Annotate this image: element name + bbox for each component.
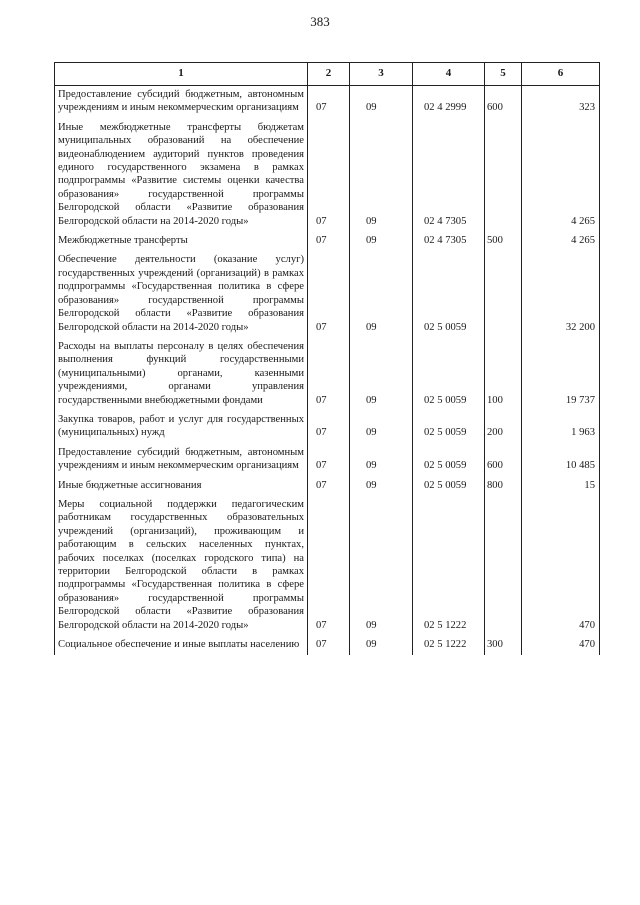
row-expense-type: 100: [485, 338, 522, 411]
table-row: [55, 496, 600, 636]
row-subsection: 09: [350, 477, 413, 496]
row-subsection: 09: [350, 338, 413, 411]
row-section: 07: [308, 411, 350, 444]
row-target-code: 02 5 0059: [413, 444, 485, 477]
table-row: [55, 411, 600, 444]
row-subsection: 09: [350, 496, 413, 636]
row-target-code: 02 5 0059: [413, 411, 485, 444]
row-description: Иные межбюджетные трансферты бюджетам муниципальных образований на обеспечение видеонаблюдением аудиторий пунктов проведения единого государственного экзамена в рамках подпрограммы «Развитие системы оценки качества образования» государственной программы Белгородской области «Развитие образования Белгородской области на 2014-2020 годы»: [55, 119, 308, 232]
row-section: 07: [308, 444, 350, 477]
row-amount: 19 737: [522, 338, 600, 411]
row-section: 07: [308, 636, 350, 655]
row-expense-type: 600: [485, 86, 522, 119]
row-target-code: 02 5 0059: [413, 251, 485, 337]
table-row: [55, 119, 600, 232]
row-expense-type: [485, 496, 522, 636]
row-subsection: 09: [350, 444, 413, 477]
row-amount: 470: [522, 636, 600, 655]
row-description: Расходы на выплаты персоналу в целях обеспечения выполнения функций государственными (муниципальными) органами, казенными учреждениями, органами управления государственными внебюджетными фондами: [55, 338, 308, 411]
row-amount: 323: [522, 86, 600, 119]
row-section: 07: [308, 338, 350, 411]
table-row: [55, 232, 600, 251]
row-subsection: 09: [350, 119, 413, 232]
table-row: [55, 477, 600, 496]
row-expense-type: 200: [485, 411, 522, 444]
table-row: [55, 338, 600, 411]
row-description: Социальное обеспечение и иные выплаты населению: [55, 636, 308, 655]
row-section: 07: [308, 251, 350, 337]
row-expense-type: 600: [485, 444, 522, 477]
row-target-code: 02 5 0059: [413, 338, 485, 411]
row-amount: 4 265: [522, 119, 600, 232]
row-amount: 10 485: [522, 444, 600, 477]
row-subsection: 09: [350, 86, 413, 119]
row-description: Предоставление субсидий бюджетным, автономным учреждениям и иным некоммерческим организациям: [55, 444, 308, 477]
row-description: Закупка товаров, работ и услуг для государственных (муниципальных) нужд: [55, 411, 308, 444]
table-row: [55, 636, 600, 655]
row-target-code: 02 4 7305: [413, 119, 485, 232]
row-section: 07: [308, 477, 350, 496]
row-expense-type: [485, 251, 522, 337]
header-col-2: 2: [308, 63, 350, 86]
row-expense-type: 800: [485, 477, 522, 496]
row-amount: 1 963: [522, 411, 600, 444]
row-expense-type: [485, 119, 522, 232]
row-target-code: 02 4 2999: [413, 86, 485, 119]
row-section: 07: [308, 232, 350, 251]
row-section: 07: [308, 496, 350, 636]
row-description: Меры социальной поддержки педагогическим работникам государственных образовательных учреждений (организаций), проживающим и работающим в сельских населенных пунктах, рабочих поселках (поселках городского типа) на территории Белгородской области в рамках подпрограммы «Государственная политика в сфере образования» государственной программы Белгородской области «Развитие образования Белгородской области на 2014-2020 годы»: [55, 496, 308, 636]
row-expense-type: 300: [485, 636, 522, 655]
row-amount: 32 200: [522, 251, 600, 337]
row-description: Межбюджетные трансферты: [55, 232, 308, 251]
header-col-4: 4: [413, 63, 485, 86]
row-amount: 4 265: [522, 232, 600, 251]
row-subsection: 09: [350, 411, 413, 444]
row-target-code: 02 5 1222: [413, 636, 485, 655]
row-target-code: 02 5 0059: [413, 477, 485, 496]
row-description: Иные бюджетные ассигнования: [55, 477, 308, 496]
budget-table: [54, 62, 600, 655]
header-col-1: 1: [55, 63, 308, 86]
row-section: 07: [308, 86, 350, 119]
row-amount: 15: [522, 477, 600, 496]
header-row: [55, 63, 600, 86]
header-col-3: 3: [350, 63, 413, 86]
row-subsection: 09: [350, 251, 413, 337]
table-row: [55, 251, 600, 337]
row-section: 07: [308, 119, 350, 232]
page-number: 383: [310, 14, 330, 29]
row-target-code: 02 4 7305: [413, 232, 485, 251]
table-row: [55, 86, 600, 119]
row-amount: 470: [522, 496, 600, 636]
row-description: Предоставление субсидий бюджетным, автономным учреждениям и иным некоммерческим организациям: [55, 86, 308, 119]
row-subsection: 09: [350, 636, 413, 655]
row-subsection: 09: [350, 232, 413, 251]
table-row: [55, 444, 600, 477]
header-col-5: 5: [485, 63, 522, 86]
row-expense-type: 500: [485, 232, 522, 251]
header-col-6: 6: [522, 63, 600, 86]
row-description: Обеспечение деятельности (оказание услуг) государственных учреждений (организаций) в рамках подпрограммы «Государственная политика в сфере образования» государственной программы Белгородской области «Развитие образования Белгородской области на 2014-2020 годы»: [55, 251, 308, 337]
row-target-code: 02 5 1222: [413, 496, 485, 636]
